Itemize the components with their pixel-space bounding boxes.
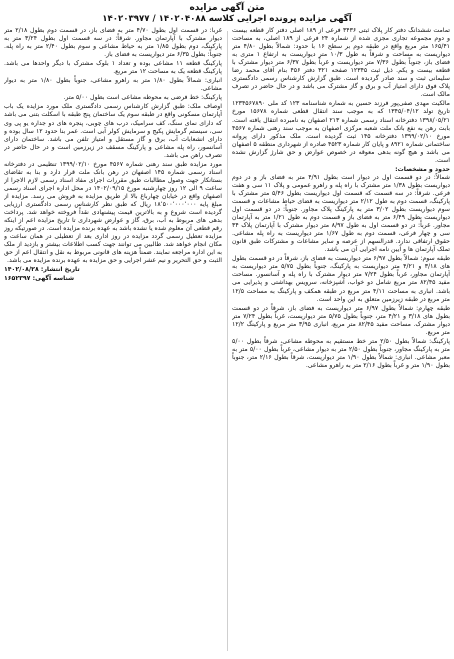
right-paragraph-heading: حدود و مشخصات:	[395, 165, 450, 173]
left-paragraph: غرباً: در قسمت اول بطول ۴/۷۰ متر به فضای باز، در قسمت دوم بطول ۲/۱۸ متر دیوار مشترک با آپارتمان مجاور. شرقاً: در سه قسمت اول بطول ۳/۲۴ متر به پارکینگ، دوم بطول ۱/۸۵ متر به حیاط مشاعی و سوم بطول ۲/۴۰ متر به راه پله. جنوباً: بطول ۶/۳۵ متر دیواریست به فضای باز.	[4, 27, 222, 59]
left-paragraph: انباری: شمالاً بطول ۱/۸۰ متر به راهرو مشاعی، جنوباً بطول ۱/۸۰ متر به دیوار مشاعی.	[4, 77, 222, 93]
notice-subtitle: آگهی مزایده پرونده اجرایی کلاسه ۱۴۰۲۰۴۰۸۸ / ۱۴۰۲۰۳۹۷۷	[102, 14, 352, 24]
notice-columns	[4, 27, 450, 655]
left-paragraph: پارکینگ قطعه ۱۱ مشاعی بوده و تعداد ۱ بلوک مشترک با دیگر واحدها می باشد. پارکینگ قطعه یک به مساحت ۱۲ متر مربع.	[4, 60, 222, 76]
notice-id: شناسه آگهی: ۱۶۵۲۳۹۷	[4, 275, 75, 283]
right-paragraph: تمامت ششدانگ دفتر کار پلاک ثبتی ۳۴۳۶ فرعی از ۱۸۹ اصلی دفتر کار قطعه بیست و دوم مجموعه تجاری مجزی شده از شماره ۲۴ فرعی از ۱۸۹ اصلی، به مساحت ۱۶۵/۴۱ متر مربع واقع در طبقه دوم بر سطح ۱۶ با حدود: شمالاً بطول ۴/۸۰ متر دیواریست به مساحت و شرقاً به طول ۱۰/۳ متر دیواریست به ارتفاع ۱ متری به فضای باز، جنوباً بطول ۷/۳۶ متر دیواریست و غرباً بطول ۶/۳۷ متر دیوار مشترک با قطعه بیست و یکم. ذیل ثبت ۱۲۳۴۵ صفحه ۳۲۱ دفتر ۴۵۶ بنام آقای محمد رضا سلیمانی ثبت و سند صادر گردیده است. طبق گزارش کارشناس رسمی دادگستری پلاک فوق دارای امتیاز آب و برق و گاز مشترک می باشد و در حال حاضر در تصرف مالک است.	[232, 27, 450, 99]
column-divider	[227, 31, 228, 651]
auction-notice	[4, 3, 450, 655]
right-paragraph: شمالاً: در دو قسمت اول در دیوار است بطول ۴/۹۱ متر به فضای باز و در دوم دیواریست بطول ۱/۳۸ متر مشترک با راه پله و راهرو عمومی و پلاک ۱۱ سی و هفت فرعی. شرقاً: در سه قسمت که قسمت اول دیواریست بطول ۵/۴۶ متر مشترک با پارکینگ، قسمت دوم به طول ۲/۱۲ متر دیواریست به فضای حیاط مشاعات و قسمت سوم دیواریست بطول ۳/۰۲ متر به پارکینگ پلاک مجاور. جنوباً: در دو قسمت اول دیواریست بطول ۶/۴۹ متر به فضای باز و قسمت دوم به طول ۱/۲۱ متر به آپارتمان مجاور. غرباً: در دو قسمت اول به طول ۸/۹۷ متر دیوار مشترک با آپارتمان پلاک ۳۴ سی و چهار فرعی، قسمت دوم به طول ۱/۶۷ متر دیواریست به راه پله مشاعی. حقوق ارتفاقی ندارد. قدرالسهم از عرصه و سایر مشاعات و مشترکات طبق قانون تملک آپارتمان ها و آیین نامه اجرایی آن می باشد.	[232, 173, 450, 254]
left-paragraph: اوصاف ملک: طبق گزارش کارشناس رسمی دادگستری ملک مورد مزایده یک باب آپارتمان مسکونی واقع در طبقه سوم یک ساختمان پنج طبقه با اسکلت بتنی می باشد که دارای نمای سنگ، کف سرامیک، درب های چوبی، پنجره های دو جداره یو پی وی سی، سیستم گرمایش پکیج و سرمایش کولر آبی است. عمر بنا حدود ۱۲ سال بوده و دارای انشعابات آب، برق و گاز مستقل و امتیاز تلفن می باشد. ساختمان دارای آسانسور، راه پله مشاعی و پارکینگ مسقف در زیرزمین است و در حال حاضر در تصرف راهن می باشد.	[4, 103, 222, 159]
right-paragraph: طبقه چهارم: شمالاً بطول ۶/۹۷ متر دیواریست به فضای باز، شرقاً در دو قسمت بطول های ۳/۱۸ و ۴/۲۱ متر، جنوباً بطول ۵/۷۵ متر دیواریست، غرباً بطول ۷/۲۴ متر دیوار مشترک. مساحت مفید ۸۲/۴۵ متر مربع، انباری ۳/۹۵ متر مربع و پارکینگ ۱۲/۲ متر مربع.	[232, 304, 450, 336]
left-column	[4, 27, 222, 655]
right-paragraph: مالکیت مهدی صفی‌پور فرزند حسین به شماره شناسنامه ۱۲۳ کد ملی ۱۲۳۴۵۶۷۸۹۰ تاریخ تولد ۱۳۴۵/۰۴/۱۲ که به موجب سند انتقال قطعی شماره ۱۵۶۷۸ مورخ ۱۳۹۸/۰۵/۲۱ دفترخانه اسناد رسمی شماره ۲۱۳ اصفهان به نامبرده انتقال یافته است. بابت رهن به نفع بانک ملت شعبه مرکزی اصفهان به موجب سند رهنی شماره ۴۵۶۷ مورخ ۱۳۹۹/۰۲/۱۰ دفترخانه ۱۴۵ ثبت گردیده است. ملک مذکور دارای پروانه ساختمانی شماره ۸۹۲۱ و پایان کار شماره ۴۵۲۳ صادره از شهرداری منطقه ۵ اصفهان می باشد و هیچ گونه بدهی معوقه در خصوص عوارض و حق شارژ گزارش نشده است.	[232, 100, 450, 164]
right-paragraph: طبقه سوم: شمالاً بطول ۶/۹۷ متر دیواریست به فضای باز، شرقاً در دو قسمت بطول های ۳/۱۸ و ۴/۲۱ متر دیواریست به پارکینگ، جنوباً بطول ۵/۷۵ متر دیواریست به آپارتمان مجاور، غرباً بطول ۷/۲۴ متر دیوار مشترک با راه پله و آسانسور. مساحت مفید ۸۲/۴۵ متر مربع شامل دو خواب، آشپزخانه، سرویس بهداشتی و پذیرایی می باشد. انباری به مساحت ۴/۱۱ متر مربع در طبقه همکف و پارکینگ به مساحت ۱۲/۵ متر مربع در طبقه زیرزمین متعلق به این واحد است.	[232, 255, 450, 303]
left-paragraph: مورد مزایده طبق سند رهنی شماره ۴۵۶۷ مورخ ۱۳۹۹/۰۲/۱۰ تنظیمی در دفترخانه اسناد رسمی شماره ۱۴۵ اصفهان در رهن بانک ملت قرار دارد و بنا به تقاضای بستانکار جهت وصول مطالبات طبق مقررات اجرای مفاد اسناد رسمی لازم الاجرا از ساعت ۹ الی ۱۲ روز چهارشنبه مورخ ۱۴۰۲/۰۹/۱۵ در محل اداره اجرای اسناد رسمی اصفهان واقع در خیابان چهارباغ بالا از طریق مزایده به فروش می رسد. مزایده از مبلغ پایه ۱۸٬۵۰۰٬۰۰۰٬۰۰۰ ریال که طبق نظر کارشناس رسمی دادگستری ارزیابی گردیده است شروع و به بالاترین قیمت پیشنهادی نقداً فروخته خواهد شد. پرداخت بدهی های مربوط به آب، برق، گاز و عوارض شهرداری تا تاریخ مزایده اعم از اینکه رقم قطعی آن معلوم شده یا نشده باشد به عهده برنده مزایده است. در صورتیکه روز مزایده تعطیل رسمی گردد مزایده در روز اداری بعد از تعطیلی در همان ساعت و مکان انجام خواهد شد. طالبین می توانند جهت کسب اطلاعات بیشتر و بازدید از ملک به این اداره مراجعه نمایند. ضمناً هزینه های قانونی مربوط به نقل و انتقال اعم از حق الثبت و حق التحریر و نیم عشر اجرایی و حق مزایده به عهده برنده مزایده می باشد.	[4, 160, 222, 265]
right-column	[232, 27, 450, 655]
right-paragraph: پارکینگ: شمالاً بطول ۲/۵۰ متر خط مستقیم به محوطه مشاعی، شرقاً بطول ۵/۰۰ متر به پارکینگ مجاور، جنوباً بطول ۲/۵۰ متر به دیوار مشاعی، غرباً بطول ۵/۰۰ متر به معبر مشاعی. انباری: شمالاً بطول ۱/۹۰ متر دیواریست، شرقاً بطول ۲/۱۶ متر، جنوباً بطول ۱/۹۰ متر و غرباً بطول ۲/۱۶ متر به راهرو مشاعی.	[232, 337, 450, 369]
publish-date: تاریخ انتشار: ۱۴۰۲/۰۸/۲۸	[4, 266, 80, 274]
notice-title: متن آگهی مزایده	[189, 3, 265, 13]
left-paragraph: پارکینگ: خط فرضی به محوطه مشاعی است بطول ۵/۰۰ متر.	[63, 94, 222, 102]
